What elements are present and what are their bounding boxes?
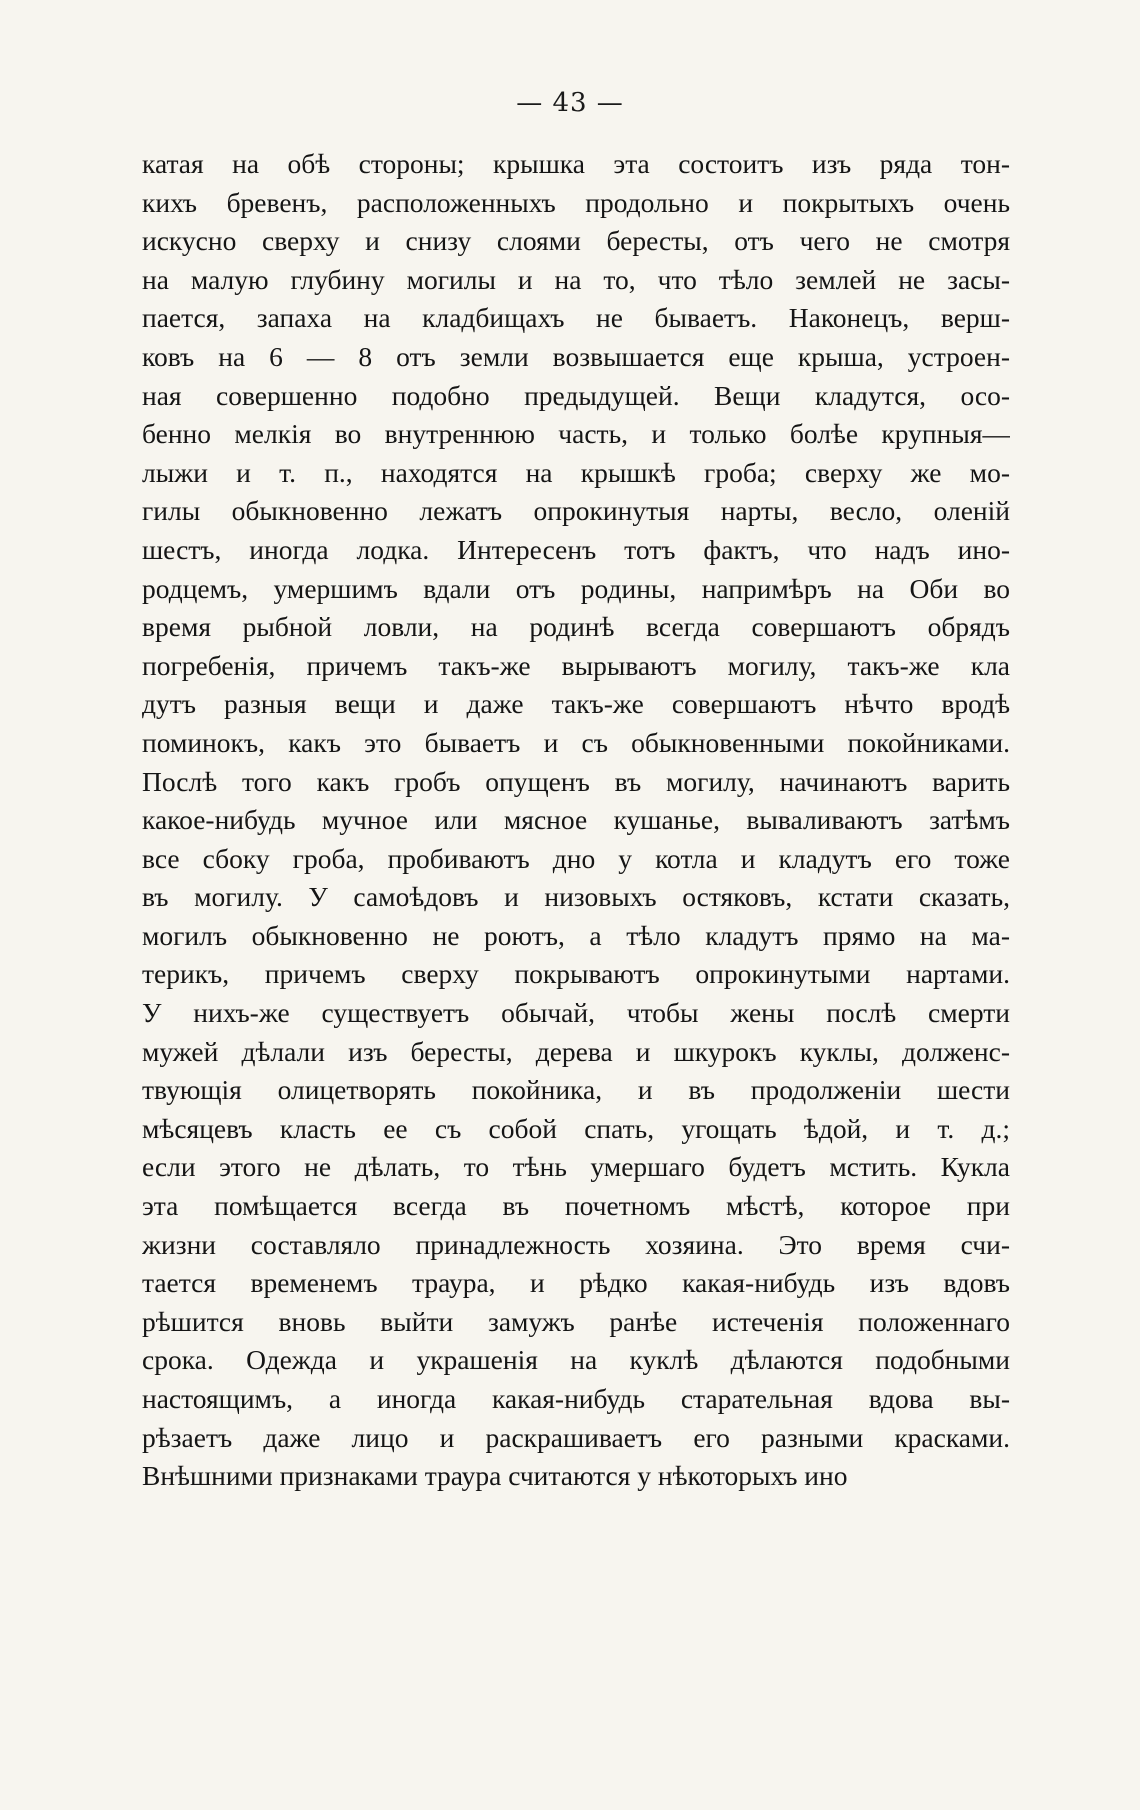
text-line: шестъ, иногда лодка. Интересенъ тотъ фактъ, что надъ ино-: [142, 533, 1010, 565]
text-line: кихъ бревенъ, расположенныхъ продольно и покрытыхъ очень: [142, 186, 1010, 218]
text-line: на малую глубину могилы и на то, что тѣло землей не засы-: [142, 263, 1010, 295]
text-line: ковъ на 6 — 8 отъ земли возвышается еще крыша, устроен-: [142, 340, 1010, 372]
text-line: искусно сверху и снизу слоями бересты, отъ чего не смотря: [142, 225, 1010, 257]
text-line: какое-нибудь мучное или мясное кушанье, вываливаютъ затѣмъ: [142, 804, 1010, 836]
text-line: рѣшится вновь выйти замужъ ранѣе истеченія положеннаго: [142, 1305, 1010, 1337]
text-line: Послѣ того какъ гробъ опущенъ въ могилу, начинаютъ варить: [142, 765, 1010, 797]
text-line: ная совершенно подобно предыдущей. Вещи кладутся, осо-: [142, 379, 1010, 411]
text-line: рѣзаетъ даже лицо и раскрашиваетъ его разными красками.: [142, 1421, 1010, 1453]
text-line: катая на обѣ стороны; крышка эта состоитъ изъ ряда тон-: [142, 148, 1010, 179]
page-number: — 43 —: [516, 88, 624, 118]
text-line: поминокъ, какъ это бываетъ и съ обыкновенными покойниками.: [142, 726, 1010, 758]
text-line: въ могилу. У самоѣдовъ и низовыхъ остяковъ, кстати сказать,: [142, 881, 1010, 913]
text-line: терикъ, причемъ сверху покрываютъ опрокинутыми нартами.: [142, 958, 1010, 990]
text-line: срока. Одежда и украшенія на куклѣ дѣлаются подобными: [142, 1344, 1010, 1376]
text-line: мужей дѣлали изъ бересты, дерева и шкурокъ куклы, долженс-: [142, 1035, 1010, 1067]
text-line: дутъ разныя вещи и даже такъ-же совершаютъ нѣчто вродѣ: [142, 688, 1010, 720]
text-line: пается, запаха на кладбищахъ не бываетъ. Наконецъ, верш-: [142, 302, 1010, 334]
text-line: мѣсяцевъ класть ее съ собой спать, угощать ѣдой, и т. д.;: [142, 1112, 1010, 1144]
text-line: если этого не дѣлать, то тѣнь умершаго будетъ мстить. Кукла: [142, 1151, 1010, 1183]
text-line: погребенія, причемъ такъ-же вырываютъ могилу, такъ-же кла: [142, 649, 1010, 681]
text-line: бенно мелкія во внутреннюю часть, и только болѣе крупныя—: [142, 418, 1010, 450]
text-line: Внѣшними признаками траура считаются у нѣкоторыхъ ино: [142, 1460, 848, 1492]
text-line: родцемъ, умершимъ вдали отъ родины, напримѣръ на Оби во: [142, 572, 1010, 604]
text-line: время рыбной ловли, на родинѣ всегда совершаютъ обрядъ: [142, 611, 1010, 643]
page-body-text: [142, 145, 1010, 1496]
text-line: могилъ обыкновенно не роютъ, а тѣло кладутъ прямо на ма-: [142, 919, 1010, 951]
text-line: тается временемъ траура, и рѣдко какая-нибудь изъ вдовъ: [142, 1267, 1010, 1299]
text-line: эта помѣщается всегда въ почетномъ мѣстѣ, которое при: [142, 1190, 1010, 1222]
text-line: твующія олицетворять покойника, и въ продолженіи шести: [142, 1074, 1010, 1106]
text-line: У нихъ-же существуетъ обычай, чтобы жены послѣ смерти: [142, 997, 1010, 1029]
text-line: настоящимъ, а иногда какая-нибудь старательная вдова вы-: [142, 1383, 1010, 1414]
text-line: все сбоку гроба, пробиваютъ дно у котла и кладутъ его тоже: [142, 842, 1010, 874]
text-line: жизни составляло принадлежность хозяина. Это время счи-: [142, 1228, 1010, 1260]
text-line: гилы обыкновенно лежатъ опрокинутыя нарты, весло, оленій: [142, 495, 1010, 527]
text-line: лыжи и т. п., находятся на крышкѣ гроба; сверху же мо-: [142, 456, 1010, 488]
